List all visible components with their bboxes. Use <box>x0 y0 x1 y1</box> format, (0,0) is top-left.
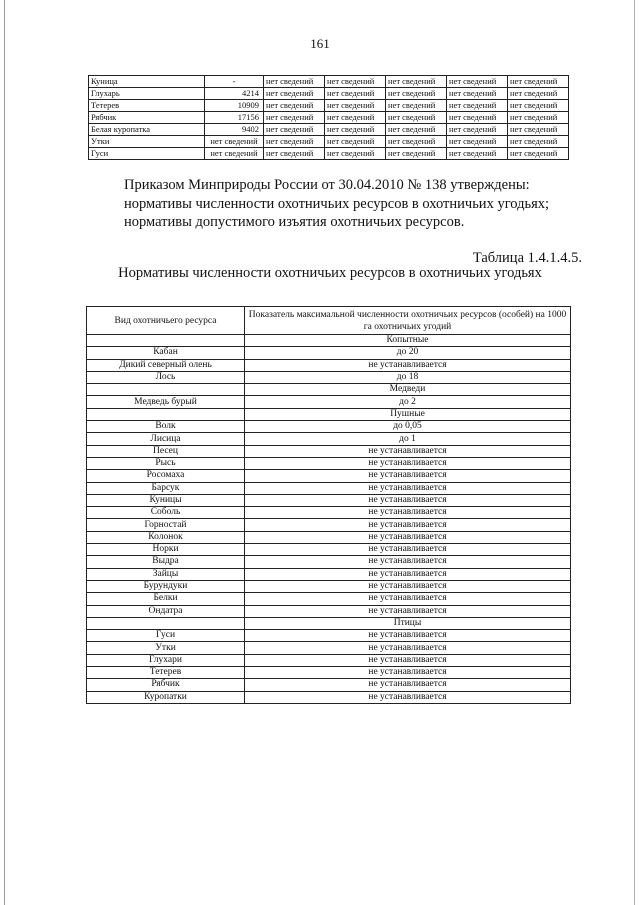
table-row <box>89 112 569 124</box>
species-cell: Бурундуки <box>87 580 245 592</box>
table-cell: нет сведений <box>386 100 447 112</box>
group-empty-cell <box>87 384 245 396</box>
scan-edge-left <box>4 0 5 905</box>
species-cell: Выдра <box>87 556 245 568</box>
species-cell: Куропатки <box>87 691 245 703</box>
table-row <box>89 88 569 100</box>
species-cell: Барсук <box>87 482 245 494</box>
norm-value-cell: не устанавливается <box>245 691 571 703</box>
table-row <box>87 544 571 556</box>
species-cell: Лисица <box>87 433 245 445</box>
norm-value-cell: не устанавливается <box>245 568 571 580</box>
table-row <box>87 667 571 679</box>
group-title: Птицы <box>245 617 571 629</box>
table-row <box>87 642 571 654</box>
table-row <box>87 494 571 506</box>
norms-table <box>86 306 571 704</box>
table-cell: нет сведений <box>508 88 569 100</box>
table-cell: нет сведений <box>264 88 325 100</box>
norm-value-cell: не устанавливается <box>245 654 571 666</box>
order-line: Приказом Минприроды России от 30.04.2010 № 138 утверждены: <box>124 177 530 193</box>
table-cell: нет сведений <box>447 112 508 124</box>
norm-value-cell: до 18 <box>245 371 571 383</box>
group-title: Медведи <box>245 384 571 396</box>
table-row <box>87 605 571 617</box>
table-cell: нет сведений <box>386 76 447 88</box>
species-cell: Дикий северный олень <box>87 359 245 371</box>
norm-value-cell: не устанавливается <box>245 593 571 605</box>
table-cell: Тетерев <box>89 100 205 112</box>
species-cell: Тетерев <box>87 667 245 679</box>
table-cell: Белая куропатка <box>89 124 205 136</box>
species-cell: Горностай <box>87 519 245 531</box>
table-cell: нет сведений <box>386 124 447 136</box>
species-cell: Зайцы <box>87 568 245 580</box>
table-cell: нет сведений <box>325 76 386 88</box>
species-cell: Волк <box>87 421 245 433</box>
table-row <box>87 507 571 519</box>
table-row <box>87 457 571 469</box>
table-row <box>89 136 569 148</box>
table-cell: 10909 <box>205 100 264 112</box>
norm-value-cell: до 1 <box>245 433 571 445</box>
table-cell: нет сведений <box>386 112 447 124</box>
table-cell: нет сведений <box>264 148 325 160</box>
norm-value-cell: не устанавливается <box>245 519 571 531</box>
page-number: 161 <box>310 36 330 51</box>
table-cell: нет сведений <box>325 88 386 100</box>
table-row <box>87 470 571 482</box>
norm-value-cell: не устанавливается <box>245 494 571 506</box>
table-cell: 4214 <box>205 88 264 100</box>
group-row <box>87 617 571 629</box>
table-cell: нет сведений <box>325 136 386 148</box>
table-cell: нет сведений <box>205 148 264 160</box>
table-cell: нет сведений <box>325 100 386 112</box>
table-row <box>87 531 571 543</box>
table-row <box>87 371 571 383</box>
norm-value-cell: не устанавливается <box>245 470 571 482</box>
table-cell: нет сведений <box>264 100 325 112</box>
table-cell: Утки <box>89 136 205 148</box>
table-cell: нет сведений <box>447 136 508 148</box>
species-cell: Колонок <box>87 531 245 543</box>
species-cell: Глухари <box>87 654 245 666</box>
norm-value-cell: не устанавливается <box>245 630 571 642</box>
table-row <box>87 433 571 445</box>
game-count-table <box>88 75 569 160</box>
order-paragraph <box>124 176 594 232</box>
norm-value-cell: не устанавливается <box>245 457 571 469</box>
norm-value-cell: не устанавливается <box>245 445 571 457</box>
table-row <box>87 519 571 531</box>
table-row <box>87 396 571 408</box>
header-row <box>87 307 571 335</box>
table-cell: - <box>205 76 264 88</box>
group-row <box>87 384 571 396</box>
table-cell: нет сведений <box>386 88 447 100</box>
table-row <box>87 445 571 457</box>
table-cell: нет сведений <box>447 100 508 112</box>
group-row <box>87 408 571 420</box>
table-cell: нет сведений <box>508 76 569 88</box>
table-cell: нет сведений <box>447 124 508 136</box>
table-row <box>89 76 569 88</box>
table-cell: нет сведений <box>264 112 325 124</box>
table-row <box>89 100 569 112</box>
table-cell: нет сведений <box>205 136 264 148</box>
table-row <box>87 630 571 642</box>
species-cell: Утки <box>87 642 245 654</box>
norm-value-cell: не устанавливается <box>245 359 571 371</box>
order-line: нормативы численности охотничьих ресурсов в охотничьих угодьях; <box>124 195 550 212</box>
table-row <box>87 556 571 568</box>
table-row <box>87 679 571 691</box>
table-cell: нет сведений <box>386 136 447 148</box>
norm-value-cell: не устанавливается <box>245 544 571 556</box>
group-row <box>87 335 571 347</box>
table-row <box>89 148 569 160</box>
table-cell: нет сведений <box>325 124 386 136</box>
species-cell: Рябчик <box>87 679 245 691</box>
group-empty-cell <box>87 408 245 420</box>
table-cell: нет сведений <box>508 112 569 124</box>
table-number: Таблица 1.4.1.4.5. <box>472 250 582 266</box>
species-cell: Белки <box>87 593 245 605</box>
table-cell: нет сведений <box>264 136 325 148</box>
table-cell: 9402 <box>205 124 264 136</box>
norm-value-cell: не устанавливается <box>245 482 571 494</box>
table-cell: нет сведений <box>386 148 447 160</box>
norm-value-cell: до 20 <box>245 347 571 359</box>
table-cell: нет сведений <box>508 136 569 148</box>
group-empty-cell <box>87 617 245 629</box>
species-cell: Ондатра <box>87 605 245 617</box>
norm-value-cell: не устанавливается <box>245 667 571 679</box>
norm-value-cell: не устанавливается <box>245 531 571 543</box>
table-cell: нет сведений <box>508 124 569 136</box>
table-row <box>87 347 571 359</box>
species-cell: Соболь <box>87 507 245 519</box>
species-cell: Рысь <box>87 457 245 469</box>
table-cell: нет сведений <box>447 76 508 88</box>
table-title: Нормативы численности охотничьих ресурсов в охотничьих угодьях <box>118 265 542 281</box>
table-cell: нет сведений <box>264 76 325 88</box>
group-title: Копытные <box>245 335 571 347</box>
table-cell: Рябчик <box>89 112 205 124</box>
group-title: Пушные <box>245 408 571 420</box>
species-cell: Гуси <box>87 630 245 642</box>
norm-value-cell: не устанавливается <box>245 679 571 691</box>
norm-value-cell: не устанавливается <box>245 580 571 592</box>
table-cell: нет сведений <box>264 124 325 136</box>
table-cell: нет сведений <box>447 88 508 100</box>
norm-value-cell: до 0,05 <box>245 421 571 433</box>
species-cell: Росомаха <box>87 470 245 482</box>
norm-value-cell: до 2 <box>245 396 571 408</box>
header-cell: Вид охотничьего ресурса <box>87 307 245 335</box>
species-cell: Норки <box>87 544 245 556</box>
table-cell: нет сведений <box>325 112 386 124</box>
norm-value-cell: не устанавливается <box>245 642 571 654</box>
table-row <box>87 691 571 703</box>
header-cell: Показатель максимальной численности охотничьих ресурсов (особей) на 1000 га охотничьих угодий <box>245 307 571 335</box>
species-cell: Медведь бурый <box>87 396 245 408</box>
table-cell: Глухарь <box>89 88 205 100</box>
table-row <box>87 568 571 580</box>
group-empty-cell <box>87 335 245 347</box>
scan-edge-right <box>634 0 635 905</box>
norm-value-cell: не устанавливается <box>245 605 571 617</box>
table-cell: нет сведений <box>508 148 569 160</box>
table-row <box>87 593 571 605</box>
table-row <box>87 482 571 494</box>
table-cell: нет сведений <box>325 148 386 160</box>
table-row <box>87 580 571 592</box>
table-cell: нет сведений <box>447 148 508 160</box>
table-row <box>87 421 571 433</box>
table-cell: Гуси <box>89 148 205 160</box>
table-row <box>87 359 571 371</box>
table-cell: нет сведений <box>508 100 569 112</box>
table-cell: 17156 <box>205 112 264 124</box>
species-cell: Куницы <box>87 494 245 506</box>
table-row <box>87 654 571 666</box>
species-cell: Песец <box>87 445 245 457</box>
table-cell: Куница <box>89 76 205 88</box>
order-line: нормативы допустимого изъятия охотничьих ресурсов. <box>124 214 465 230</box>
norm-value-cell: не устанавливается <box>245 507 571 519</box>
species-cell: Лось <box>87 371 245 383</box>
table-row <box>89 124 569 136</box>
species-cell: Кабан <box>87 347 245 359</box>
norm-value-cell: не устанавливается <box>245 556 571 568</box>
